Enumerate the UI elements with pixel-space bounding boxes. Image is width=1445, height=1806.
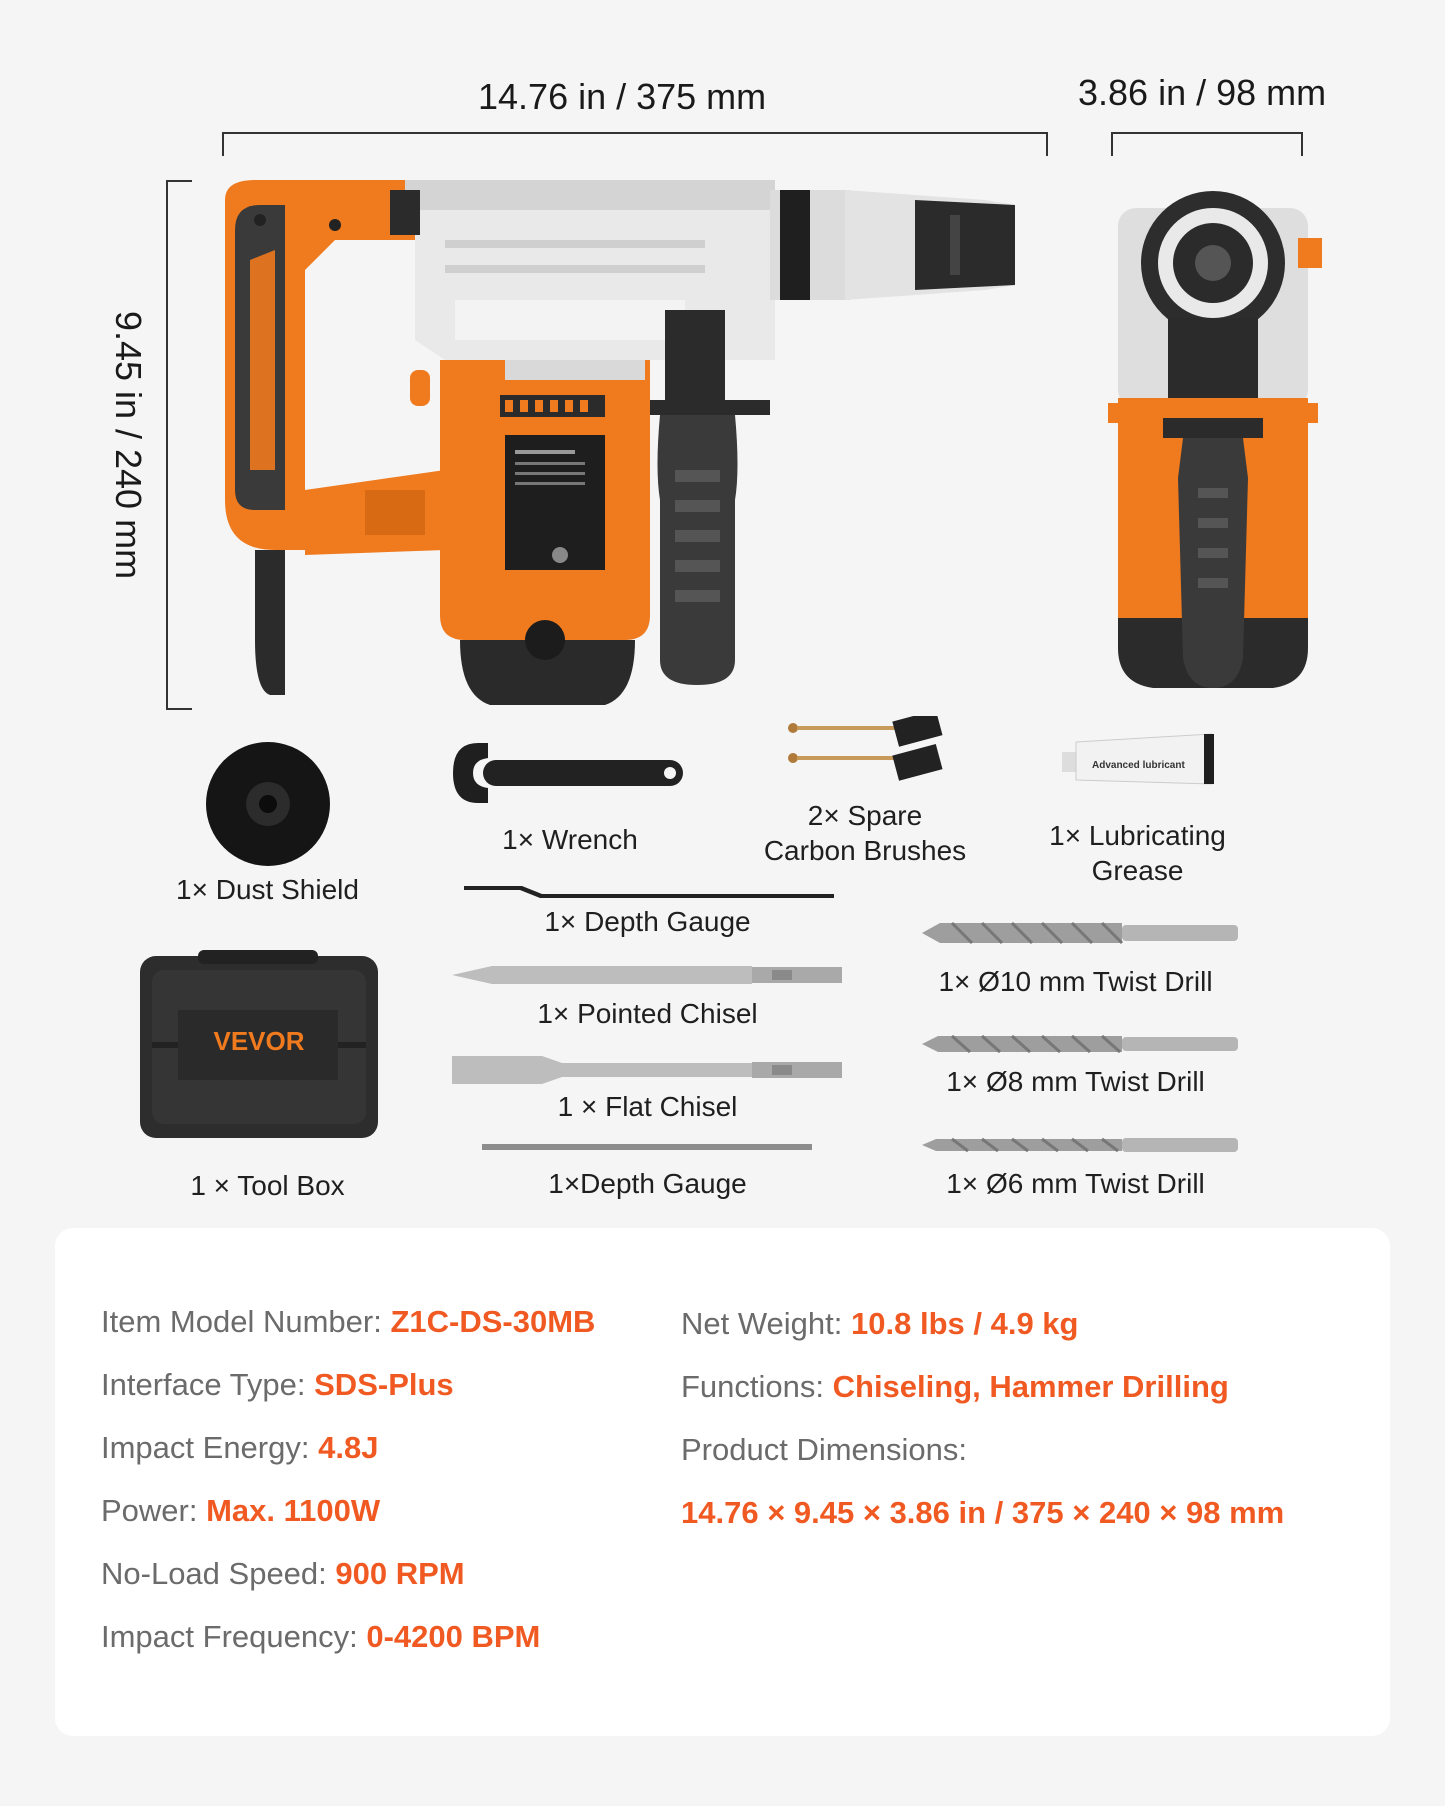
pointed-chisel-image [452, 962, 844, 988]
spec-key: Net Weight: [681, 1306, 852, 1341]
tool-box-label: 1 × Tool Box [190, 1170, 345, 1201]
spec-power [101, 1493, 380, 1529]
width-dimension-label: 3.86 in / 98 mm [1078, 72, 1327, 113]
twist-drill-6mm-image [922, 1134, 1240, 1156]
spec-interface-type [101, 1367, 454, 1403]
rotary-hammer-front-view [1108, 178, 1328, 698]
grease-tube-image [1062, 730, 1218, 788]
spec-value: 4.8J [318, 1430, 379, 1465]
carbon-brushes-label [755, 798, 975, 868]
twist-drill-10mm-image [922, 920, 1240, 946]
spec-key: Impact Energy: [101, 1430, 319, 1465]
tool-box-image [138, 950, 380, 1142]
wrench-image [448, 738, 693, 808]
spec-value: Max. 1100W [206, 1493, 381, 1528]
spec-key: Functions: [681, 1369, 833, 1404]
length-bracket [222, 132, 1048, 156]
flat-chisel-image [452, 1054, 844, 1086]
carbon-brushes-label-line1: 2× Spare [807, 800, 923, 831]
spec-functions [681, 1369, 1229, 1405]
grease-label-line2: Grease [1091, 855, 1184, 886]
spec-model-number [101, 1304, 595, 1340]
spec-product-dimensions-value [681, 1495, 1284, 1531]
twist-drill-8mm-image [922, 1032, 1240, 1056]
spec-value: 0-4200 BPM [366, 1619, 541, 1654]
spec-impact-frequency [101, 1619, 540, 1655]
depth-gauge-image [462, 880, 837, 900]
spec-product-dimensions [681, 1432, 967, 1468]
dust-shield-image [203, 740, 333, 868]
spec-key: Item Model Number: [101, 1304, 391, 1339]
spec-impact-energy [101, 1430, 378, 1466]
spec-key: Product Dimensions: [681, 1432, 968, 1467]
carbon-brushes-label-line2: Carbon Brushes [763, 835, 967, 866]
depth-gauge-rod-image [482, 1142, 812, 1152]
flat-chisel-label: 1 × Flat Chisel [557, 1091, 738, 1122]
spec-key: No-Load Speed: [101, 1556, 336, 1591]
grease-label [1030, 818, 1245, 888]
spec-no-load-speed [101, 1556, 465, 1592]
specifications-card [55, 1228, 1390, 1736]
spec-net-weight [681, 1306, 1078, 1342]
pointed-chisel-label: 1× Pointed Chisel [537, 998, 758, 1029]
drill-6mm-label: 1× Ø6 mm Twist Drill [946, 1168, 1205, 1199]
spec-value: Z1C-DS-30MB [390, 1304, 596, 1339]
wrench-label: 1× Wrench [502, 824, 638, 855]
vevor-logo: VEVOR [213, 1026, 305, 1056]
carbon-brushes-image [785, 716, 945, 792]
drill-8mm-label: 1× Ø8 mm Twist Drill [946, 1066, 1205, 1097]
spec-key: Interface Type: [101, 1367, 315, 1402]
spec-value: 14.76 × 9.45 × 3.86 in / 375 × 240 × 98 mm [681, 1495, 1285, 1530]
depth-gauge-label-2: 1×Depth Gauge [548, 1168, 747, 1199]
spec-value: Chiseling, Hammer Drilling [832, 1369, 1229, 1404]
spec-key: Impact Frequency: [101, 1619, 367, 1654]
height-dimension-label: 9.45 in / 240 mm [108, 310, 149, 580]
grease-label-line1: 1× Lubricating [1049, 820, 1226, 851]
rotary-hammer-side-view [215, 170, 1055, 715]
width-bracket [1111, 132, 1303, 156]
dust-shield-label: 1× Dust Shield [176, 874, 359, 905]
spec-value: 10.8 lbs / 4.9 kg [851, 1306, 1079, 1341]
spec-value: 900 RPM [335, 1556, 465, 1591]
depth-gauge-label-1: 1× Depth Gauge [544, 906, 751, 937]
drill-10mm-label: 1× Ø10 mm Twist Drill [938, 966, 1213, 997]
grease-tube-text: Advanced lubricant [1092, 760, 1185, 771]
length-dimension-label: 14.76 in / 375 mm [478, 76, 767, 117]
spec-key: Power: [101, 1493, 207, 1528]
spec-value: SDS-Plus [314, 1367, 454, 1402]
height-bracket [166, 180, 192, 710]
